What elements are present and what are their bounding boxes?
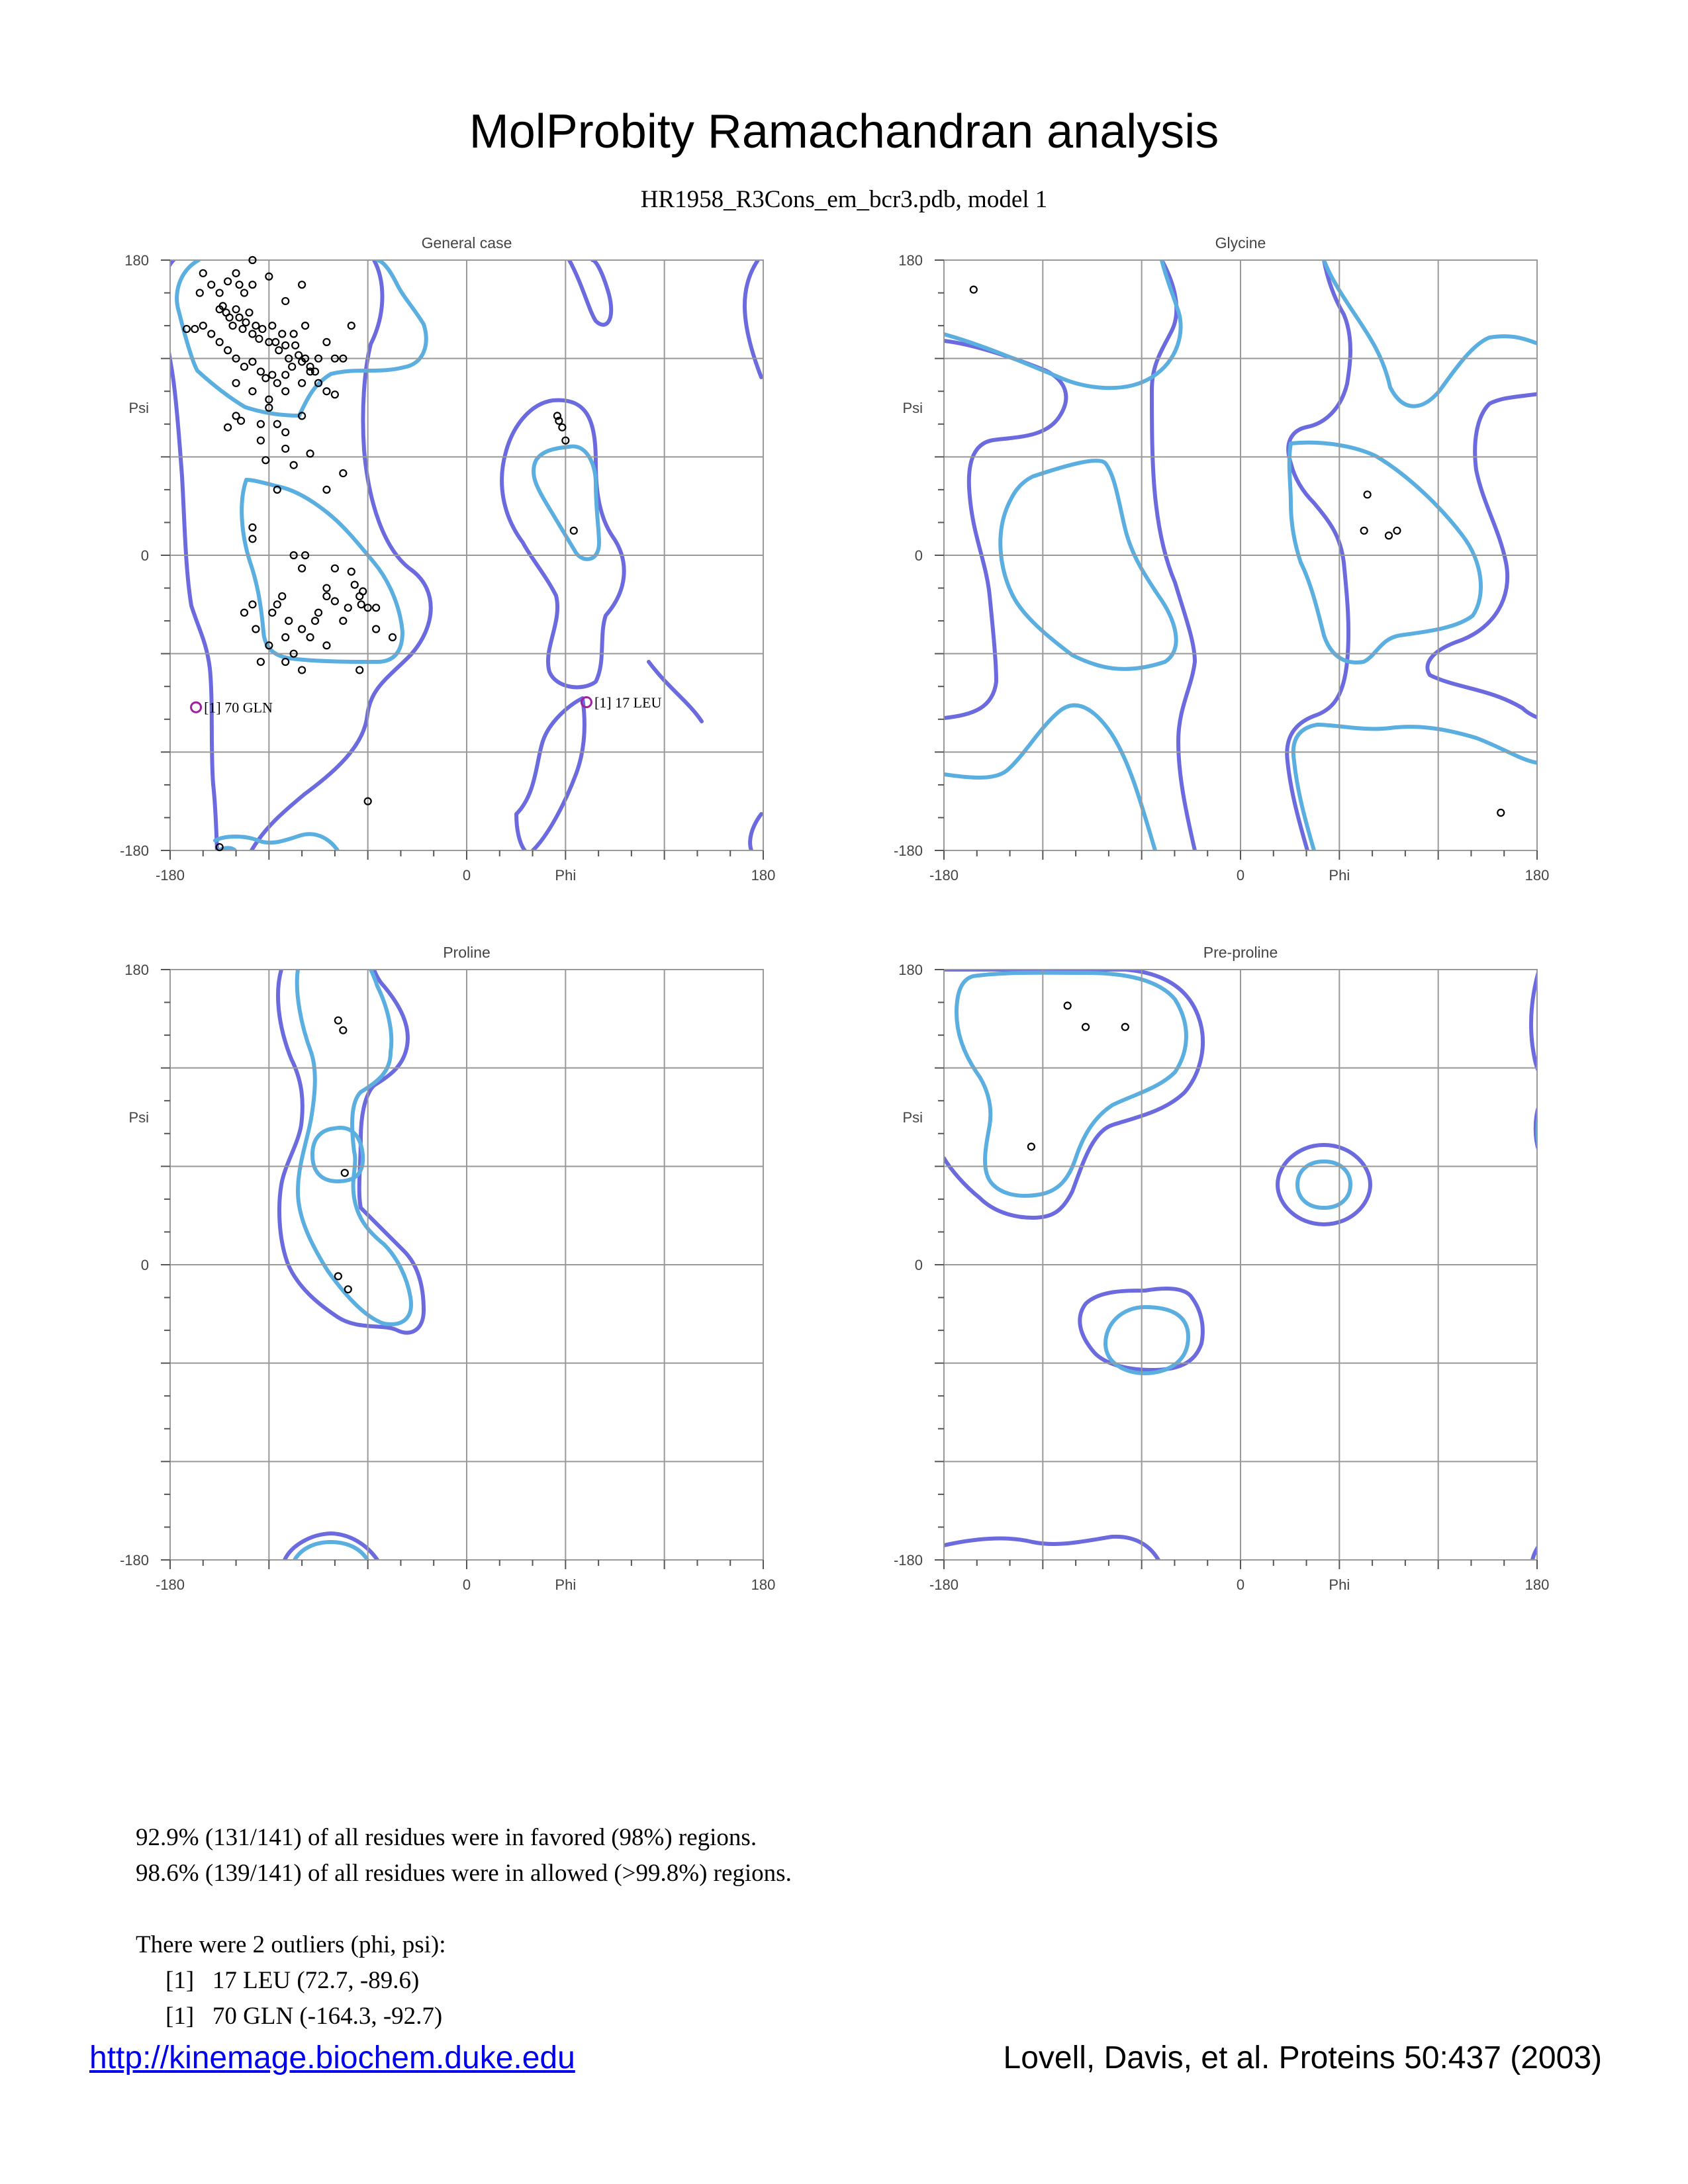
x-tick-label: 180 [751,867,776,884]
data-point [302,322,308,329]
data-point [1361,527,1368,534]
data-point [241,363,248,370]
y-tick-label: Psi [902,1109,923,1126]
y-tick-label: 0 [140,1257,149,1273]
data-point [282,445,289,452]
data-point [1393,527,1400,534]
data-point [282,371,289,378]
stats-spacer [136,1891,792,1927]
data-point [224,278,231,285]
data-point [226,314,233,321]
data-point [256,336,262,342]
data-point [1385,532,1392,539]
data-point [299,281,305,288]
data-point [559,424,565,431]
data-point [373,604,379,611]
data-point [348,322,355,329]
data-point [274,421,281,428]
citation: Lovell, Davis, et al. Proteins 50:437 (2003) [1003,2040,1602,2075]
data-point [359,588,366,595]
data-point [241,290,248,296]
x-tick-label: Phi [1329,867,1350,884]
data-point [970,287,977,293]
y-tick-label: 180 [124,962,149,978]
data-point [285,617,292,624]
data-point [299,380,305,387]
data-point [259,326,265,332]
data-point [307,450,314,457]
data-point [323,593,330,600]
data-point [216,339,223,345]
data-point [279,593,285,600]
data-point [269,322,275,329]
data-point [292,342,299,349]
summary-stats [136,1820,792,2034]
data-point [274,601,281,608]
data-point [200,270,207,277]
y-tick-label: -180 [119,1552,149,1569]
outlier-point [191,702,201,712]
data-point [373,626,379,633]
data-point [258,368,264,375]
panel-title: Proline [443,944,491,961]
data-point [240,326,246,332]
y-tick-label: Psi [128,1109,149,1126]
outlier-label: [1] 17 LEU [594,694,662,711]
data-point [249,524,256,531]
favored-contour [1538,1112,1539,1148]
allowed-contour [745,260,761,377]
data-point [282,659,289,665]
data-point [224,347,231,353]
general-case-panel [120,234,775,900]
data-point [348,569,355,575]
data-point [282,634,289,641]
y-tick-label: 0 [140,547,149,564]
y-tick-label: 180 [898,252,923,269]
y-tick-label: 0 [914,1257,923,1273]
y-tick-label: -180 [893,1552,923,1569]
allowed-contour [569,260,611,325]
allowed-contour [649,662,702,721]
molprobity-link[interactable]: http://kinemage.biochem.duke.edu [89,2040,575,2075]
data-point [340,1027,346,1034]
data-point [236,314,243,321]
data-point [279,331,285,338]
data-point [252,626,259,633]
data-point [335,1273,342,1279]
data-point [323,388,330,394]
page-subtitle: HR1958_R3Cons_em_bcr3.pdb, model 1 [640,186,1048,213]
allowed-contour [750,814,761,850]
data-point [274,380,281,387]
contour-group [162,259,761,900]
data-point [269,371,275,378]
data-point [249,281,256,288]
x-tick-label: -180 [155,1576,185,1593]
data-point [249,535,256,542]
data-point [299,626,305,633]
data-point [1122,1024,1129,1030]
data-point [197,290,203,296]
outliers-header: There were 2 outliers (phi, psi): [136,1931,446,1958]
data-point [282,429,289,435]
favored-contour [1289,443,1481,662]
proline-panel [120,944,775,1593]
data-point [340,470,346,477]
data-point [291,462,297,469]
allowed-contour [516,698,585,854]
x-tick-label: -180 [929,1576,959,1593]
data-point [258,421,264,428]
data-point [332,565,338,572]
data-point [208,281,214,288]
favored-contour [1293,725,1539,850]
y-tick-label: 180 [124,252,149,269]
allowed-contour [1531,970,1539,1072]
allowed-contour [944,970,1203,1218]
favored-contour [944,705,1155,850]
outlier-line: [1] 17 LEU (72.7, -89.6) [165,1967,420,1994]
data-point [258,659,264,665]
data-point [282,342,289,349]
data-point [258,437,264,444]
data-point [295,352,302,359]
allowed-contour [944,1537,1158,1560]
pre-proline-panel [894,944,1549,1593]
data-point [323,339,330,345]
allowed-contour [1278,1145,1370,1224]
data-point [282,298,289,304]
data-point [282,388,289,394]
outlier-label: [1] 70 GLN [204,699,273,716]
data-point [230,322,236,329]
data-point [323,486,330,493]
data-point [233,270,240,277]
favored-contour [1324,260,1539,406]
data-point [241,610,248,616]
data-point [200,322,207,329]
x-tick-label: 0 [462,1576,471,1593]
data-point [224,424,231,431]
data-point [249,601,256,608]
data-point [289,363,295,370]
x-tick-label: 0 [462,867,471,884]
x-tick-label: 180 [1524,867,1550,884]
y-tick-label: Psi [902,400,923,416]
data-point [352,582,358,588]
data-point [249,331,256,338]
page-title: MolProbity Ramachandran analysis [469,105,1219,158]
data-point [335,1017,342,1024]
allowed-contour [1532,1545,1539,1560]
data-point [342,1169,348,1176]
x-tick-label: 0 [1236,867,1245,884]
x-tick-label: -180 [155,867,185,884]
data-point [323,585,330,592]
panel-title: Pre-proline [1203,944,1278,961]
data-point [191,326,198,332]
data-point [238,418,244,424]
panel-title: Glycine [1215,234,1266,251]
y-tick-label: 180 [898,962,923,978]
data-point [358,601,365,608]
outlier-line: [1] 70 GLN (-164.3, -92.7) [165,2003,443,2030]
data-point [249,388,256,394]
favored-contour [944,260,1181,388]
data-point [249,359,256,365]
data-point [216,290,223,296]
data-point [332,391,338,398]
data-point [323,642,330,649]
data-point [275,347,282,353]
data-point [1064,1003,1071,1009]
data-point [312,617,318,624]
data-point [307,634,314,641]
favored-contour [1297,1161,1350,1208]
data-point [356,666,363,673]
x-tick-label: Phi [555,867,577,884]
y-tick-label: Psi [128,400,149,416]
allowed-contour [944,341,1066,718]
x-tick-label: Phi [1329,1576,1350,1593]
favored-contour [242,480,402,662]
y-tick-label: -180 [119,842,149,859]
data-point [242,319,249,326]
data-point [1497,809,1504,816]
glycine-panel [894,234,1549,884]
data-point [315,610,322,616]
data-point [1082,1024,1089,1030]
data-point [269,610,275,616]
x-tick-label: -180 [929,867,959,884]
data-point [236,281,243,288]
y-tick-label: -180 [893,842,923,859]
favored-contour [1000,461,1176,669]
data-point [291,331,297,338]
data-point [246,309,252,316]
allowed-contour [278,970,424,1333]
data-point [262,375,269,381]
data-point [345,1286,352,1293]
data-point [272,339,279,345]
x-tick-label: 180 [751,1576,776,1593]
data-point [299,565,305,572]
panel-title: General case [421,234,512,251]
data-point [389,634,396,641]
data-point [233,380,240,387]
data-point [571,527,577,534]
data-point [252,322,259,329]
data-point [332,598,338,604]
data-point [1028,1144,1035,1150]
data-point [299,666,305,673]
favored-summary: 92.9% (131/141) of all residues were in favored (98%) regions. [136,1824,757,1851]
data-point [233,306,240,312]
data-point [262,457,269,463]
y-tick-label: 0 [914,547,923,564]
favored-contour [295,1542,367,1560]
data-point [340,617,346,624]
x-tick-label: 0 [1236,1576,1245,1593]
data-point [208,331,214,338]
allowed-summary: 98.6% (139/141) of all residues were in allowed (>99.8%) regions. [136,1860,792,1887]
x-tick-label: Phi [555,1576,577,1593]
data-point [345,604,352,611]
data-point [1364,491,1371,498]
x-tick-label: 180 [1524,1576,1550,1593]
favored-contour [534,446,599,559]
